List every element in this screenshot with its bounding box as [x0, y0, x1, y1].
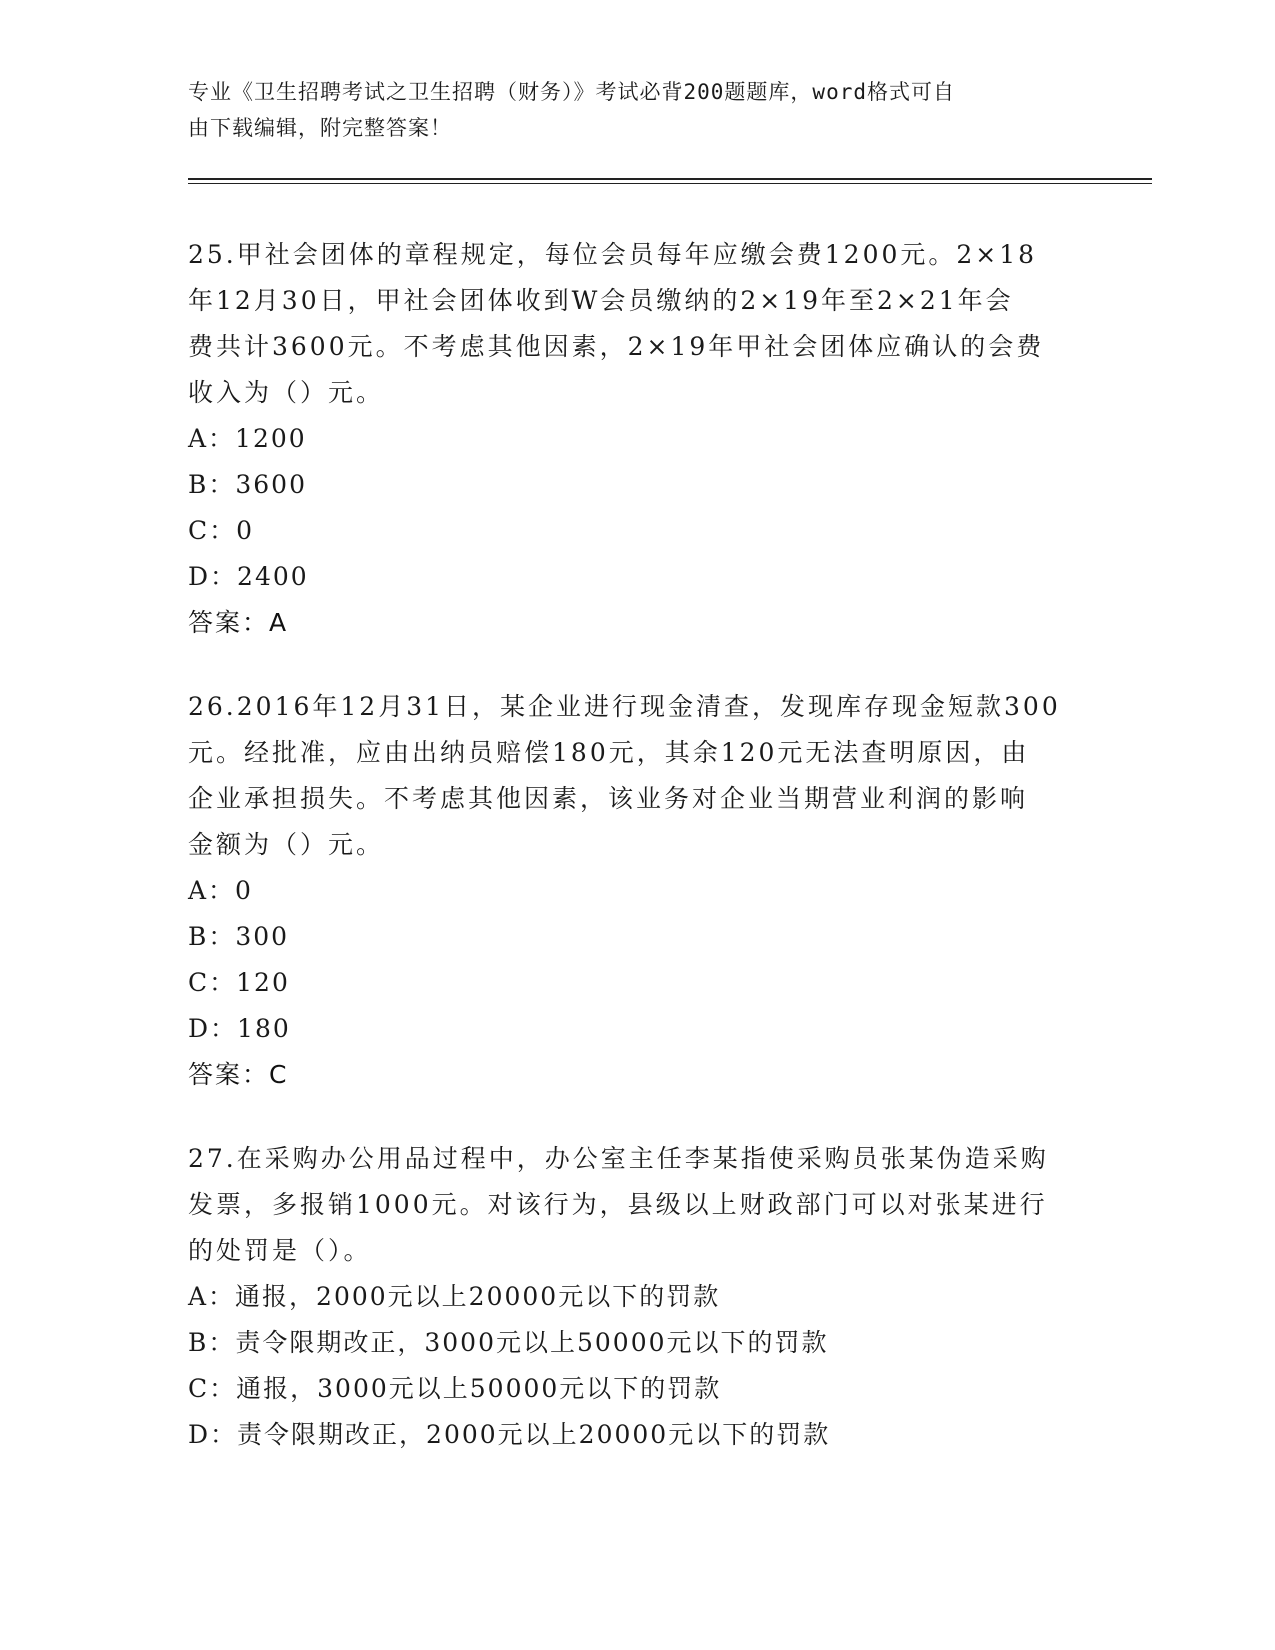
question-stem-line: 企业承担损失。不考虑其他因素，该业务对企业当期营业利润的影响	[188, 784, 1029, 813]
header-line-2: 由下载编辑，附完整答案！	[188, 116, 452, 140]
option-b: B：300	[188, 922, 290, 951]
question-list	[188, 232, 1088, 1496]
question-stem-line: 的处罚是（）。	[188, 1236, 372, 1265]
option-a: A：通报，2000元以上20000元以下的罚款	[188, 1282, 721, 1311]
question-stem-line: 年12月30日，甲社会团体收到W会员缴纳的2×19年至2×21年会	[188, 286, 1014, 315]
question-stem-line: 27.在采购办公用品过程中，办公室主任李某指使采购员张某伪造采购	[188, 1144, 1049, 1173]
question-stem-line: 25.甲社会团体的章程规定，每位会员每年应缴会费1200元。2×18	[188, 240, 1038, 269]
question-27	[188, 1136, 1088, 1458]
question-stem-line: 元。经批准，应由出纳员赔偿180元，其余120元无法查明原因，由	[188, 738, 1030, 767]
question-stem-line: 费共计3600元。不考虑其他因素，2×19年甲社会团体应确认的会费	[188, 332, 1045, 361]
option-a: A：1200	[188, 424, 307, 453]
question-stem-line: 发票，多报销1000元。对该行为，县级以上财政部门可以对张某进行	[188, 1190, 1048, 1219]
question-stem-line: 收入为（）元。	[188, 378, 385, 407]
header-line-1: 专业《卫生招聘考试之卫生招聘（财务）》考试必背200题题库，word格式可自	[188, 80, 955, 104]
option-c: C：通报，3000元以上50000元以下的罚款	[188, 1374, 722, 1403]
option-c: C：0	[188, 516, 255, 545]
question-26	[188, 684, 1088, 1098]
option-b: B：责令限期改正，3000元以上50000元以下的罚款	[188, 1328, 829, 1357]
header-divider-thin	[188, 183, 1152, 184]
question-stem-line: 金额为（）元。	[188, 830, 385, 859]
option-d: D：责令限期改正，2000元以上20000元以下的罚款	[188, 1420, 831, 1449]
answer-label: 答案：C	[188, 1060, 289, 1089]
question-25	[188, 232, 1088, 646]
option-b: B：3600	[188, 470, 307, 499]
document-header	[188, 74, 1068, 146]
answer-label: 答案：A	[188, 608, 289, 637]
option-a: A：0	[188, 876, 253, 905]
header-divider-thick	[188, 178, 1152, 180]
option-d: D：180	[188, 1014, 291, 1043]
question-stem-line: 26.2016年12月31日，某企业进行现金清查，发现库存现金短款300	[188, 692, 1061, 721]
option-d: D：2400	[188, 562, 309, 591]
option-c: C：120	[188, 968, 290, 997]
